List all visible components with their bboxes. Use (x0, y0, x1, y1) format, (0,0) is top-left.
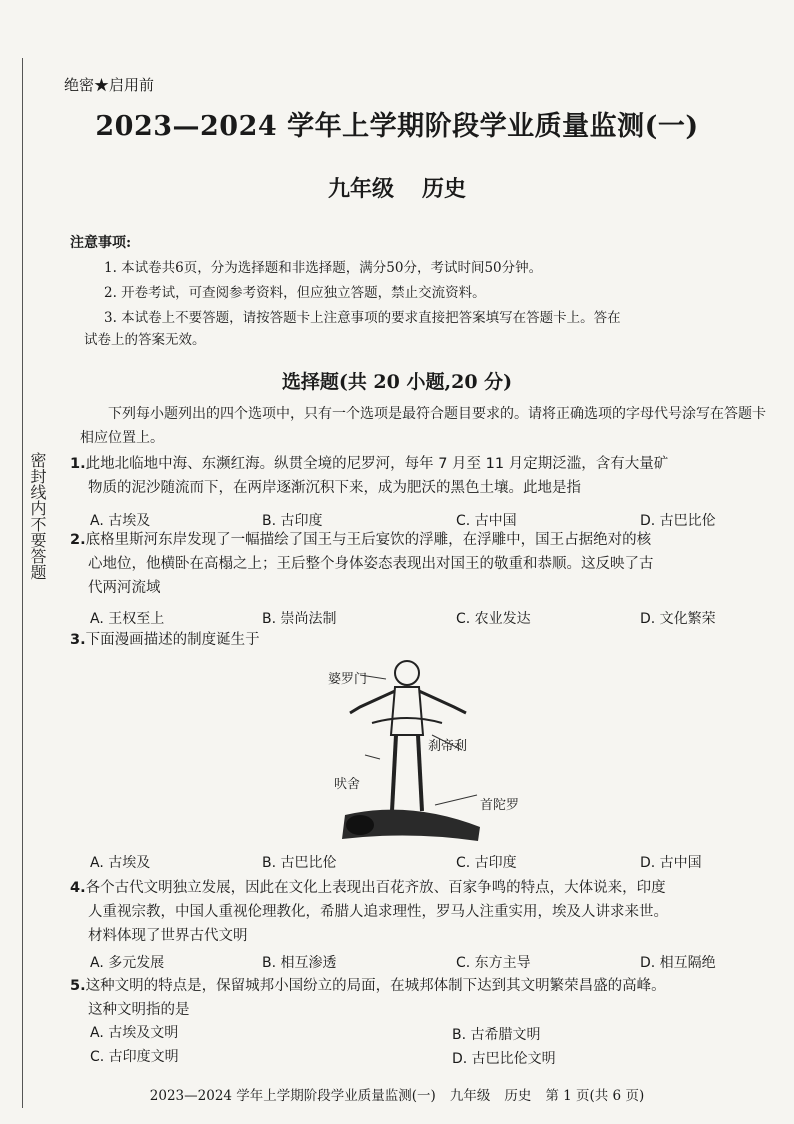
footer-exam: 2023—2024 学年上学期阶段学业质量监测(一) (149, 1088, 436, 1104)
right-leg (418, 735, 422, 811)
question-text: 物质的泥沙随流而下，在两岸逐渐沉积下来，成为肥沃的黑色土壤。此地是指 (88, 480, 581, 496)
question-text: 底格里斯河东岸发现了一幅描绘了国王与王后宴饮的浮雕，在浮雕中，国王占据绝对的核 (85, 532, 652, 548)
right-arm (419, 691, 466, 713)
option-a: A. 王权至上 (90, 611, 165, 627)
label-shudra: 首陀罗 (480, 798, 520, 813)
footer-page: 第 1 页(共 6 页) (545, 1088, 645, 1104)
option-c: C. 古印度文明 (90, 1049, 179, 1065)
option-a: A. 古埃及文明 (90, 1025, 179, 1041)
question-text: 此地北临地中海、东濒红海。纵贯全境的尼罗河，每年 7 月至 11 月定期泛滥，含有大量矿 (85, 456, 669, 472)
question-number: 5. (70, 978, 86, 994)
option-d: D. 文化繁荣 (640, 611, 716, 627)
note-item: 2. 开卷考试，可查阅参考资料，但应独立答题，禁止交流资料。 (104, 285, 486, 301)
question-text: 各个古代文明独立发展，因此在文化上表现出百花齐放、百家争鸣的特点，大体说来，印度 (85, 880, 666, 896)
option-b: B. 崇尚法制 (262, 611, 337, 627)
head-shape (395, 661, 419, 685)
question-1 (70, 452, 770, 500)
binding-margin-line (22, 58, 23, 1108)
option-d: D. 古巴比伦 (640, 513, 716, 529)
question-text: 这种文明的特点是，保留城邦小国纷立的局面，在城邦体制下达到其文明繁荣昌盛的高峰。 (85, 978, 666, 994)
option-c: C. 古印度 (456, 855, 517, 871)
question-text: 下面漫画描述的制度诞生于 (85, 632, 260, 648)
subject-label: 历史 (422, 176, 467, 202)
option-c: C. 古中国 (456, 513, 517, 529)
notes-heading: 注意事项: (70, 235, 132, 251)
option-d: D. 古巴比伦文明 (452, 1051, 556, 1067)
option-a: A. 古埃及 (90, 513, 151, 529)
question-5 (70, 974, 770, 1022)
torso-shape (391, 687, 423, 735)
section-title: 选择题(共 20 小题,20 分) (281, 371, 513, 393)
secret-label: 绝密★启用前 (64, 76, 155, 94)
question-number: 1. (70, 456, 86, 472)
question-text: 心地位，他横卧在高榻之上；王后整个身体姿态表现出对国王的敬重和恭顺。这反映了古 (88, 556, 654, 572)
option-b: B. 古印度 (262, 513, 323, 529)
note-item: 试卷上的答案无效。 (84, 332, 206, 348)
question-3 (70, 628, 770, 652)
option-c: C. 东方主导 (456, 955, 531, 971)
option-a: A. 古埃及 (90, 855, 151, 871)
question-text: 代两河流域 (88, 580, 161, 596)
question-number: 4. (70, 880, 86, 896)
left-leg (392, 735, 396, 811)
question-number: 2. (70, 532, 86, 548)
footer-subject: 历史 (504, 1088, 532, 1104)
exam-title: 2023—2024 学年上学期阶段学业质量监测(一) (95, 111, 699, 142)
question-text: 材料体现了世界古代文明 (88, 928, 248, 944)
option-d: D. 相互隔绝 (640, 955, 716, 971)
label-kshatriya: 刹帝利 (428, 739, 468, 754)
note-item: 1. 本试卷共6页，分为选择题和非选择题，满分50分，考试时间50分钟。 (104, 260, 543, 276)
footer-grade: 九年级 (449, 1088, 491, 1104)
question-2 (70, 528, 770, 600)
section-instruction: 下列每小题列出的四个选项中，只有一个选项是最符合题目要求的。请将正确选项的字母代号涂写在答题卡相应位置上。 (80, 406, 766, 446)
note-item: 3. 本试卷上不要答题，请按答题卡上注意事项的要求直接把答案填写在答题卡上。答在 (104, 310, 621, 326)
option-b: B. 古巴比伦 (262, 855, 337, 871)
question-text: 这种文明指的是 (88, 1002, 190, 1018)
option-d: D. 古中国 (640, 855, 702, 871)
question-text: 人重视宗教，中国人重视伦理教化，希腊人追求理性，罗马人注重实用，埃及人讲求来世。 (88, 904, 668, 920)
option-c: C. 农业发达 (456, 611, 531, 627)
leader-line-shudra (435, 795, 477, 805)
margin-seal-text: 密封线内不要答题 (28, 452, 47, 580)
left-arm (350, 691, 395, 713)
lying-figure-head (346, 815, 374, 835)
grade-subject (0, 172, 794, 203)
option-a: A. 多元发展 (90, 955, 165, 971)
leader-line-vaishya (365, 755, 380, 759)
question-number: 3. (70, 632, 86, 648)
page-footer (0, 1084, 794, 1104)
question-4 (70, 876, 770, 948)
label-brahmin: 婆罗门 (328, 672, 368, 687)
label-vaishya: 吠舍 (334, 777, 361, 792)
option-b: B. 古希腊文明 (452, 1027, 541, 1043)
grade-label: 九年级 (327, 176, 394, 202)
option-b: B. 相互渗透 (262, 955, 337, 971)
